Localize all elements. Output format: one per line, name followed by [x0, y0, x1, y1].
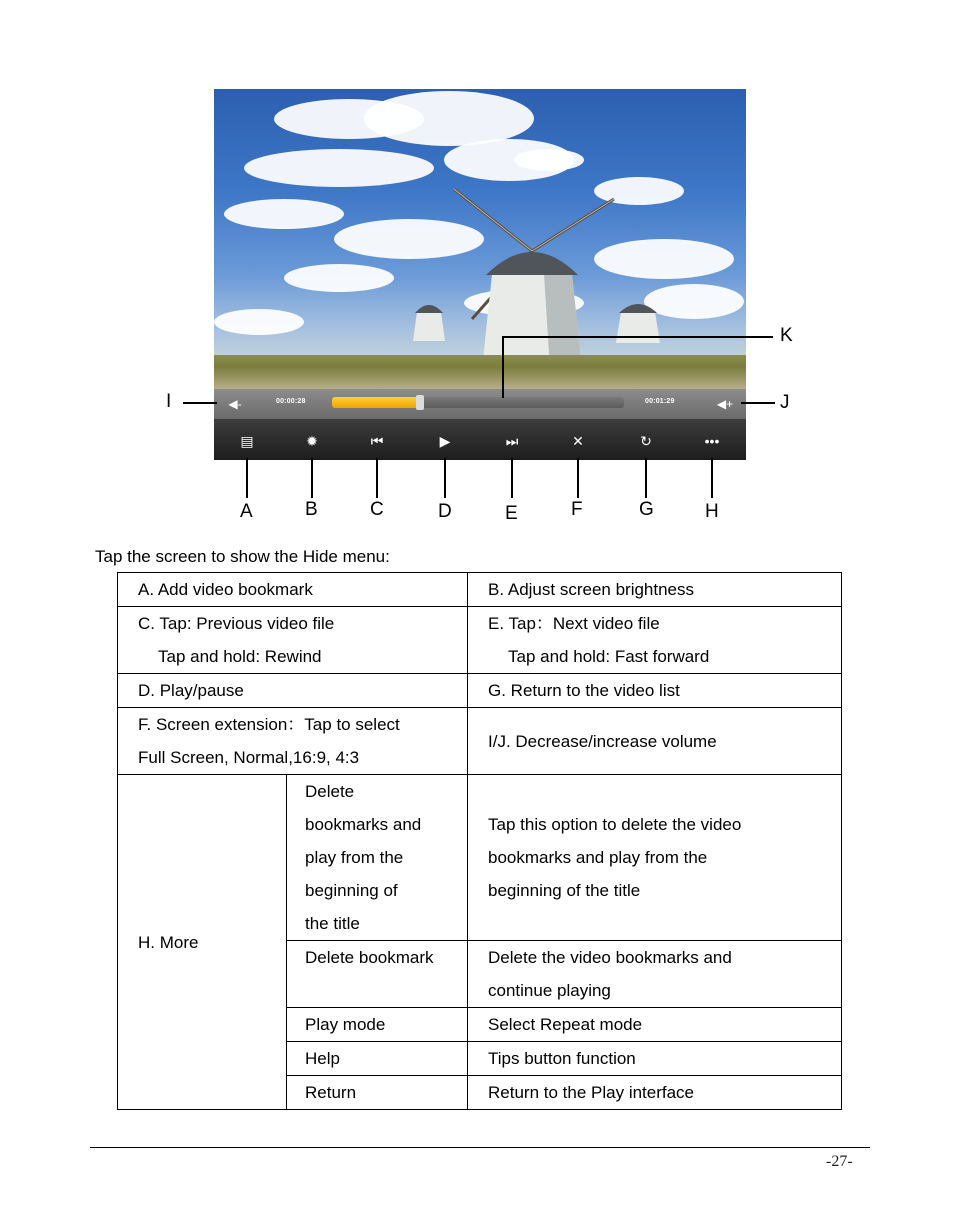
progress-handle[interactable] [416, 395, 424, 410]
return-list-icon[interactable]: ↻ [640, 432, 652, 449]
cell-line: Full Screen, Normal,16:9, 4:3 [138, 748, 360, 767]
callout-label-g: G [639, 499, 654, 520]
callout-label-e: E [505, 503, 518, 524]
more-icon[interactable]: ••• [704, 433, 720, 449]
callout-label-a: A [240, 501, 253, 522]
option-desc-cell: Tips button function [468, 1042, 842, 1076]
table-row [118, 708, 842, 775]
video-player-screenshot [214, 89, 746, 460]
callout-line-h [711, 458, 713, 498]
callout-label-c: C [370, 499, 384, 520]
option-name-cell: Play mode [287, 1008, 468, 1042]
callout-line-i [183, 402, 217, 404]
callout-line-d [444, 458, 446, 498]
callout-label-j: J [780, 392, 790, 413]
cell-line: Tap and hold: Fast forward [508, 647, 710, 666]
callout-label-k: K [780, 325, 793, 346]
table-row [118, 775, 842, 941]
more-label-cell: H. More [118, 775, 287, 1110]
option-name-cell: Delete bookmark [287, 941, 468, 1008]
progress-bar[interactable] [332, 397, 624, 408]
callout-line-j [741, 402, 775, 404]
volume-down-icon[interactable]: ◀- [228, 397, 242, 411]
player-control-bar [214, 389, 746, 460]
windmill-illustration [214, 89, 746, 389]
callout-label-d: D [438, 501, 452, 522]
screen-extension-icon[interactable]: ✕ [572, 432, 584, 449]
table-row [118, 674, 842, 708]
footer-rule [90, 1147, 870, 1148]
table-cell: I/J. Decrease/increase volume [468, 708, 842, 775]
table-cell [118, 607, 468, 674]
option-desc-cell: Return to the Play interface [468, 1076, 842, 1110]
elapsed-time: 00:00:28 [276, 398, 306, 405]
option-name-cell: Return [287, 1076, 468, 1110]
hide-menu-table [117, 572, 842, 1110]
callout-line-k-vertical [502, 336, 504, 398]
option-desc-cell: Delete the video bookmarks and continue playing [468, 941, 842, 1008]
callout-label-f: F [571, 499, 583, 520]
callout-line-a [246, 458, 248, 498]
callout-label-i: I [166, 391, 172, 412]
table-cell [118, 708, 468, 775]
option-name-cell: Delete bookmarks and play from the beginning of the title [287, 775, 468, 941]
callout-line-f [577, 458, 579, 498]
seek-row [214, 389, 746, 419]
table-cell: A. Add video bookmark [118, 573, 468, 607]
callout-line-b [311, 458, 313, 498]
caption: Tap the screen to show the Hide menu: [95, 547, 390, 566]
previous-icon[interactable]: ⏮ [370, 432, 384, 449]
cell-line: Tap and hold: Rewind [158, 647, 322, 666]
page-number: -27- [826, 1153, 853, 1170]
video-frame-windmill [214, 89, 746, 389]
option-name-cell: Help [287, 1042, 468, 1076]
table-cell [468, 607, 842, 674]
bookmark-icon[interactable]: ▤ [240, 432, 254, 449]
total-time: 00:01:29 [645, 398, 675, 405]
table-row [118, 607, 842, 674]
callout-label-b: B [305, 499, 318, 520]
callout-line-e [511, 458, 513, 498]
brightness-icon[interactable]: ✹ [306, 432, 318, 449]
cell-line: C. Tap: Previous video file [138, 614, 335, 633]
callout-line-k-horizontal [502, 336, 773, 338]
callout-label-h: H [705, 501, 719, 522]
callout-line-g [645, 458, 647, 498]
next-icon[interactable]: ⏭ [505, 432, 519, 449]
progress-fill [332, 397, 420, 408]
play-icon[interactable]: ▶ [439, 432, 451, 449]
table-row [118, 573, 842, 607]
callout-line-c [376, 458, 378, 498]
option-desc-cell: Tap this option to delete the video bookmarks and play from the beginning of the title [468, 775, 842, 941]
volume-up-icon[interactable]: ◀+ [716, 397, 734, 411]
cell-line: E. Tap：Next video file [488, 614, 660, 633]
cell-line: F. Screen extension：Tap to select [138, 715, 400, 734]
option-desc-cell: Select Repeat mode [468, 1008, 842, 1042]
table-cell: B. Adjust screen brightness [468, 573, 842, 607]
table-cell: D. Play/pause [118, 674, 468, 708]
table-cell: G. Return to the video list [468, 674, 842, 708]
